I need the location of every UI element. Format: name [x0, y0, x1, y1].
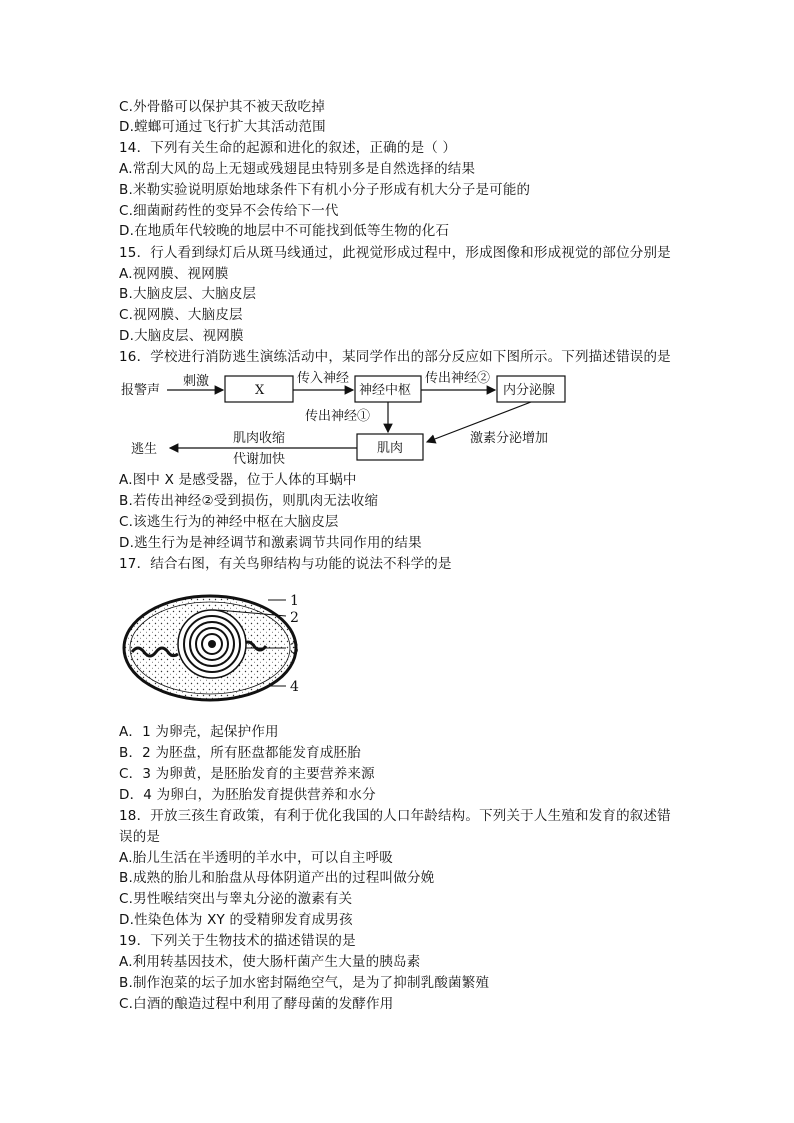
label-x: X [255, 383, 265, 398]
option-d-18: D.性染色体为 XY 的受精卵发育成男孩 [119, 912, 353, 928]
egg-label-3: 3 [290, 641, 299, 657]
option-b-18: B.成熟的胎儿和胎盘从母体阴道产出的过程叫做分娩 [119, 870, 435, 886]
egg-label-1: 1 [290, 593, 299, 609]
bird-egg-diagram [118, 586, 318, 711]
option-a-18: A.胎儿生活在半透明的羊水中，可以自主呼吸 [119, 850, 393, 866]
option-d-13: D.螳螂可通过飞行扩大其活动范围 [119, 119, 326, 135]
option-b-19: B.制作泡菜的坛子加水密封隔绝空气，是为了抑制乳酸菌繁殖 [119, 975, 490, 991]
question-16: 16．学校进行消防逃生演练活动中，某同学作出的部分反应如下图所示。下列描述错误的是 [119, 349, 671, 365]
question-14: 14．下列有关生命的起源和进化的叙述，正确的是（ ） [119, 140, 457, 156]
label-efferent1: 传出神经① [305, 409, 371, 424]
option-d-16: D.逃生行为是神经调节和激素调节共同作用的结果 [119, 535, 422, 551]
option-b-15: B.大脑皮层、大脑皮层 [119, 286, 257, 302]
label-muscle: 肌肉 [377, 441, 404, 456]
label-alarm: 报警声 [121, 383, 161, 398]
option-d-14: D.在地质年代较晚的地层中不可能找到低等生物的化石 [119, 223, 450, 239]
option-c-13: C.外骨骼可以保护其不被天敌吃掉 [119, 99, 325, 115]
label-center: 神经中枢 [359, 383, 412, 398]
option-c-15: C.视网膜、大脑皮层 [119, 307, 243, 323]
question-18-cont: 误的是 [119, 829, 161, 845]
label-afferent: 传入神经 [297, 371, 350, 386]
option-a-16: A.图中 X 是感受器，位于人体的耳蜗中 [119, 472, 357, 488]
label-escape: 逃生 [131, 442, 158, 457]
question-19: 19．下列关于生物技术的描述错误的是 [119, 933, 356, 949]
option-c-19: C.白酒的酿造过程中利用了酵母菌的发酵作用 [119, 996, 394, 1012]
option-c-17: C．3 为卵黄，是胚胎发育的主要营养来源 [119, 766, 375, 782]
option-d-17: D．4 为卵白，为胚胎发育提供营养和水分 [119, 787, 376, 803]
label-hormone: 激素分泌增加 [470, 431, 549, 446]
option-b-17: B．2 为胚盘，所有胚盘都能发育成胚胎 [119, 745, 361, 761]
question-15: 15．行人看到绿灯后从斑马线通过，此视觉形成过程中，形成图像和形成视觉的部位分别是 [119, 245, 671, 261]
option-b-16: B.若传出神经②受到损伤，则肌肉无法收缩 [119, 493, 379, 509]
egg-label-2: 2 [290, 610, 299, 626]
option-a-15: A.视网膜、视网膜 [119, 266, 229, 282]
option-c-18: C.男性喉结突出与睾丸分泌的激素有关 [119, 891, 353, 907]
option-c-14: C.细菌耐药性的变异不会传给下一代 [119, 203, 339, 219]
question-18: 18．开放三孩生育政策，有利于优化我国的人口年龄结构。下列关于人生殖和发育的叙述错 [119, 808, 671, 824]
label-gland: 内分泌腺 [503, 383, 556, 398]
egg-label-4: 4 [290, 679, 299, 695]
question-17: 17．结合右图，有关鸟卵结构与功能的说法不科学的是 [119, 556, 452, 572]
label-stimulus: 刺激 [183, 374, 210, 389]
option-a-14: A.常刮大风的岛上无翅或残翅昆虫特别多是自然选择的结果 [119, 161, 476, 177]
label-efferent2: 传出神经② [425, 371, 491, 386]
option-b-14: B.米勒实验说明原始地球条件下有机小分子形成有机大分子是可能的 [119, 182, 531, 198]
label-contract1: 肌肉收缩 [233, 431, 286, 446]
option-d-15: D.大脑皮层、视网膜 [119, 328, 244, 344]
germinal-disc [208, 640, 216, 648]
option-c-16: C.该逃生行为的神经中枢在大脑皮层 [119, 514, 339, 530]
option-a-17: A．1 为卵壳，起保护作用 [119, 724, 279, 740]
reflex-flow-diagram [115, 368, 575, 468]
label-contract2: 代谢加快 [233, 452, 286, 467]
option-a-19: A.利用转基因技术，使大肠杆菌产生大量的胰岛素 [119, 954, 421, 970]
